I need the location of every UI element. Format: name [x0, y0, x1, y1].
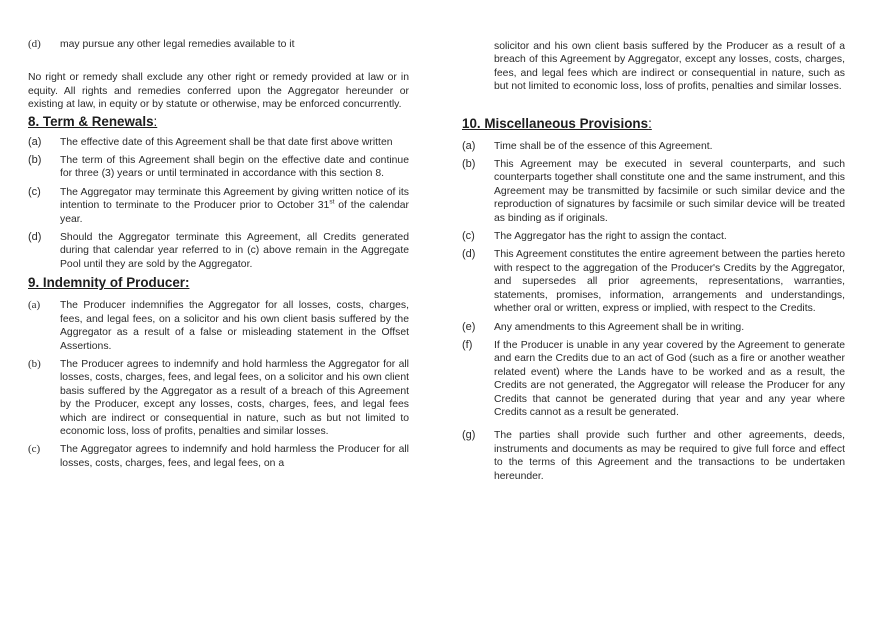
list-item-9c	[28, 443, 409, 470]
item-text: Time shall be of the essence of this Agreement.	[494, 140, 713, 152]
item-text-part: The Aggregator may terminate this Agreement by giving written notice of its intention to terminate to the Producer prior to October 31	[60, 186, 409, 212]
item-text: The Aggregator has the right to assign the contact.	[494, 231, 727, 243]
list-item-8d	[28, 231, 409, 271]
list-item-8b	[28, 154, 409, 181]
heading-colon: :	[648, 115, 652, 131]
item-text-part: of the calendar year.	[60, 200, 409, 225]
indemnity-continuation-paragraph: solicitor and his own client basis suffered by the Producer as a result of a breach of this Agreement by Aggregator, except any losses, costs, charges, fees, and legal fees which are indirect or consequential in nature, such as but not limited to economic loss, loss of profits, penalties and similar losses.	[494, 41, 845, 93]
item-text: The effective date of this Agreement shall be that date first above written	[60, 136, 393, 148]
section-8-title: 8. Term & Renewals	[28, 113, 154, 129]
item-text: Any amendments to this Agreement shall be in writing.	[494, 321, 745, 333]
remedies-paragraph: No right or remedy shall exclude any other right or remedy provided at law or in equity. All rights and remedies conferred upon the Aggregator hereunder or existing at law, in equity or by statute or otherwise, may be enforced concurrently.	[28, 72, 409, 111]
list-item-8c	[28, 186, 409, 226]
item-label: (c)	[28, 443, 41, 456]
item-label: (c)	[462, 230, 475, 243]
item-label: (d)	[28, 38, 41, 50]
list-item-10b	[462, 158, 845, 225]
list-item-10d	[462, 248, 845, 315]
item-label: (b)	[28, 357, 41, 370]
item-text: If the Producer is unable in any year covered by the Agreement to generate and earn the Credits due to an act of God (such as a fire or another weather related event) where the Lands have to be worked and as a result, the Credits are not generated, the Aggregator will release the Producer for any Credits that cannot be generated during that year and any year where Credits cannot as a result be generated.	[494, 339, 845, 418]
section-9-heading: 9. Indemnity of Producer:	[28, 275, 190, 291]
item-label: (c)	[28, 185, 41, 198]
heading-colon: :	[153, 113, 158, 129]
item-label: (a)	[28, 135, 42, 148]
item-text: may pursue any other legal remedies available to it	[60, 39, 295, 50]
item-label: (b)	[462, 158, 476, 171]
item-label: (e)	[462, 320, 476, 333]
list-item-10c	[462, 230, 845, 243]
item-text: The Producer indemnifies the Aggregator for all losses, costs, charges, fees, and legal fees, on a solicitor and his own client basis suffered by the Aggregator as a result of a false or misleading statement in the Offset Assertions.	[60, 300, 409, 352]
item-text	[60, 186, 409, 226]
left-column	[28, 38, 409, 475]
item-label: (f)	[462, 338, 473, 351]
section-10-heading	[462, 116, 845, 132]
ordinal-suffix: st	[329, 198, 335, 206]
list-item-9a	[28, 299, 409, 353]
list-item-10f	[462, 339, 845, 419]
section-10-title: 10. Miscellaneous Provisions	[462, 115, 649, 131]
list-item-remedy-d	[28, 38, 409, 51]
item-text: The Aggregator agrees to indemnify and hold harmless the Producer for all losses, costs, charges, fees, and legal fees, on a	[60, 444, 409, 469]
list-item-10a	[462, 140, 845, 153]
item-text: The parties shall provide such further and other agreements, deeds, instruments and documents as may be required to give full force and effect to the terms of this Agreement and the transactions to be undertaken hereunder.	[494, 430, 845, 482]
item-label: (g)	[462, 429, 476, 442]
item-text: The Producer agrees to indemnify and hold harmless the Aggregator for all losses, costs, charges, fees, and legal fees, on a solicitor and his own client basis suffered by the Aggregator as a result of a breach of this Agreement by the Producer, except any losses, costs, charges, fees, and legal fees which are indirect or consequential in nature, such as but not limited to economic loss, loss of profits, penalties and similar losses.	[60, 358, 409, 437]
item-text: The term of this Agreement shall begin on the effective date and continue for three (3) years or until terminated in accordance with this section 8.	[60, 155, 409, 180]
right-column	[462, 40, 845, 488]
item-label: (d)	[462, 248, 476, 261]
item-label: (a)	[28, 299, 41, 312]
item-text: Should the Aggregator terminate this Agreement, all Credits generated during that calendar year referred to in (c) above remain in the Aggregate Pool until they are sold by the Aggregator.	[60, 232, 409, 270]
item-text: This Agreement may be executed in several counterparts, and such counterparts together shall constitute one and the same instrument, and this Agreement may be transmitted by facsimile or such similar device and the reproduction of signatures by facsimile or such similar device will be treated as binding as if originals.	[494, 159, 845, 224]
item-label: (d)	[28, 231, 42, 244]
list-item-8a	[28, 136, 409, 149]
item-label: (a)	[462, 139, 476, 152]
list-item-10g	[462, 429, 845, 483]
list-item-10e	[462, 321, 845, 334]
item-text: This Agreement constitutes the entire agreement between the parties hereto with respect to the aggregation of the Producer's Credits by the Aggregator, and supersedes all prior agreements, representations, warranties, statements, promises, information, arrangements and understandings, whether oral or written, express or implied, with respect to the Credits.	[494, 249, 845, 315]
section-8-heading	[28, 114, 409, 130]
list-item-9b	[28, 358, 409, 438]
item-label: (b)	[28, 154, 42, 167]
